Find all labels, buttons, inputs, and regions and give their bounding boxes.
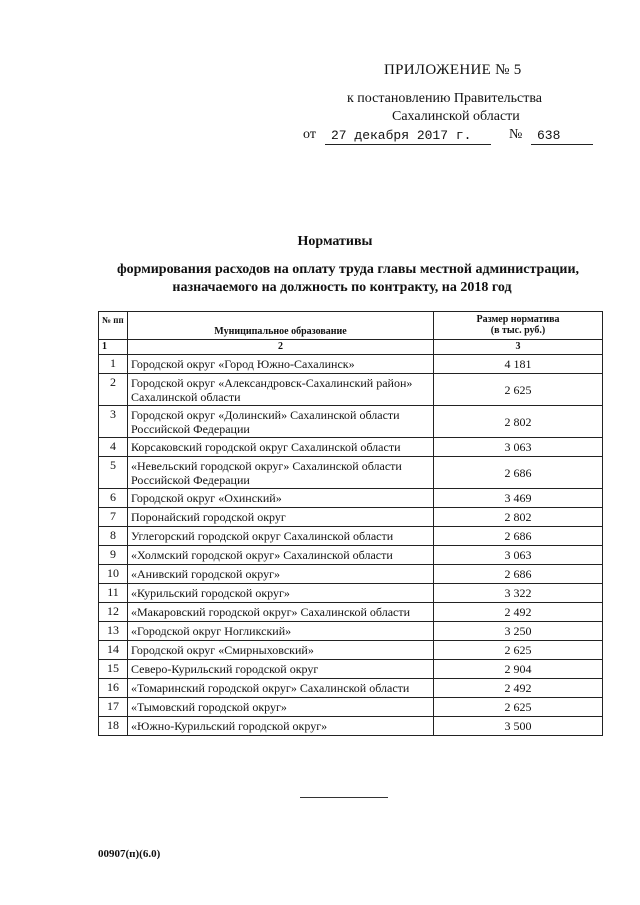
row-number: 16 (99, 679, 128, 698)
row-number: 10 (99, 565, 128, 584)
row-norm-value: 3 063 (434, 438, 603, 457)
row-municipality: Северо-Курильский городской округ (128, 660, 434, 679)
row-number: 18 (99, 717, 128, 736)
table-row (99, 717, 603, 736)
row-number: 17 (99, 698, 128, 717)
row-municipality: Городской округ «Город Южно-Сахалинск» (128, 355, 434, 374)
appendix-region-line: Сахалинской области (392, 109, 520, 124)
row-municipality: Городской округ «Смирныховский» (128, 641, 434, 660)
row-number: 12 (99, 603, 128, 622)
column-number-2: 2 (128, 340, 434, 355)
column-number-3: 3 (434, 340, 603, 355)
table-row (99, 406, 603, 438)
row-municipality: «Курильский городской округ» (128, 584, 434, 603)
row-municipality: «Макаровский городской округ» Сахалинской области (128, 603, 434, 622)
row-norm-value: 2 625 (434, 374, 603, 406)
row-norm-value: 2 625 (434, 641, 603, 660)
table-row (99, 546, 603, 565)
row-number: 9 (99, 546, 128, 565)
header-norm-size-line2: (в тыс. руб.) (490, 325, 546, 336)
table-row (99, 565, 603, 584)
row-number: 11 (99, 584, 128, 603)
row-norm-value: 4 181 (434, 355, 603, 374)
table-row (99, 679, 603, 698)
document-subtitle-line-2: назначаемого на должность по контракту, на 2018 год (172, 280, 512, 295)
row-number: 4 (99, 438, 128, 457)
number-label: № (509, 127, 523, 142)
row-number: 15 (99, 660, 128, 679)
row-norm-value: 3 469 (434, 489, 603, 508)
column-number-1: 1 (99, 340, 128, 355)
table-row (99, 374, 603, 406)
row-norm-value: 3 250 (434, 622, 603, 641)
row-norm-value: 2 492 (434, 679, 603, 698)
table-row (99, 438, 603, 457)
appendix-date-row (303, 127, 603, 147)
number-underline (531, 144, 593, 145)
document-title: Нормативы (297, 234, 373, 249)
table-row (99, 660, 603, 679)
date-prefix: от (303, 127, 316, 142)
row-norm-value: 2 802 (434, 406, 603, 438)
document-code: 00907(п)(6.0) (98, 848, 161, 860)
table-row (99, 527, 603, 546)
row-norm-value: 2 686 (434, 565, 603, 584)
appendix-title: ПРИЛОЖЕНИЕ № 5 (384, 62, 522, 78)
row-municipality: «Городской округ Ногликский» (128, 622, 434, 641)
row-municipality: Поронайский городской округ (128, 508, 434, 527)
row-norm-value: 3 322 (434, 584, 603, 603)
table-row (99, 489, 603, 508)
table-row (99, 355, 603, 374)
row-municipality: Углегорский городской округ Сахалинской области (128, 527, 434, 546)
header-norm-size (434, 312, 603, 340)
row-number: 14 (99, 641, 128, 660)
row-number: 1 (99, 355, 128, 374)
row-number: 7 (99, 508, 128, 527)
row-number: 5 (99, 457, 128, 489)
row-number: 3 (99, 406, 128, 438)
header-municipality: Муниципальное образование (128, 312, 434, 340)
table-row (99, 508, 603, 527)
table-column-number-row (99, 340, 603, 355)
row-municipality: «Южно-Курильский городской округ» (128, 717, 434, 736)
row-municipality: Городской округ «Александровск-Сахалинский район» Сахалинской области (128, 374, 434, 406)
row-number: 6 (99, 489, 128, 508)
row-number: 13 (99, 622, 128, 641)
table-body (99, 355, 603, 736)
row-municipality: «Невельский городской округ» Сахалинской области Российской Федерации (128, 457, 434, 489)
row-norm-value: 2 686 (434, 457, 603, 489)
bottom-rule (300, 797, 388, 798)
date-underline (325, 144, 491, 145)
row-norm-value: 2 802 (434, 508, 603, 527)
row-number: 2 (99, 374, 128, 406)
row-norm-value: 2 625 (434, 698, 603, 717)
table-row (99, 641, 603, 660)
table-row (99, 698, 603, 717)
row-number: 8 (99, 527, 128, 546)
norms-table (98, 311, 603, 736)
appendix-resolution-line: к постановлению Правительства (347, 91, 543, 106)
table-row (99, 584, 603, 603)
row-municipality: Городской округ «Долинский» Сахалинской области Российской Федерации (128, 406, 434, 438)
row-municipality: «Томаринский городской округ» Сахалинской области (128, 679, 434, 698)
row-norm-value: 2 904 (434, 660, 603, 679)
table-header-row (99, 312, 603, 340)
number-value: 638 (537, 128, 561, 143)
header-number: № пп (99, 312, 128, 340)
row-municipality: «Анивский городской округ» (128, 565, 434, 584)
document-subtitle-line-1: формирования расходов на оплату труда главы местной администрации, (116, 262, 580, 277)
table-row (99, 622, 603, 641)
row-municipality: Корсаковский городской округ Сахалинской области (128, 438, 434, 457)
date-value: 27 декабря 2017 г. (331, 128, 472, 143)
table-row (99, 457, 603, 489)
header-norm-size-line1: Размер норматива (476, 314, 560, 325)
row-municipality: «Холмский городской округ» Сахалинской области (128, 546, 434, 565)
table-row (99, 603, 603, 622)
row-norm-value: 2 492 (434, 603, 603, 622)
row-norm-value: 3 500 (434, 717, 603, 736)
row-municipality: Городской округ «Охинский» (128, 489, 434, 508)
row-norm-value: 3 063 (434, 546, 603, 565)
row-municipality: «Тымовский городской округ» (128, 698, 434, 717)
row-norm-value: 2 686 (434, 527, 603, 546)
